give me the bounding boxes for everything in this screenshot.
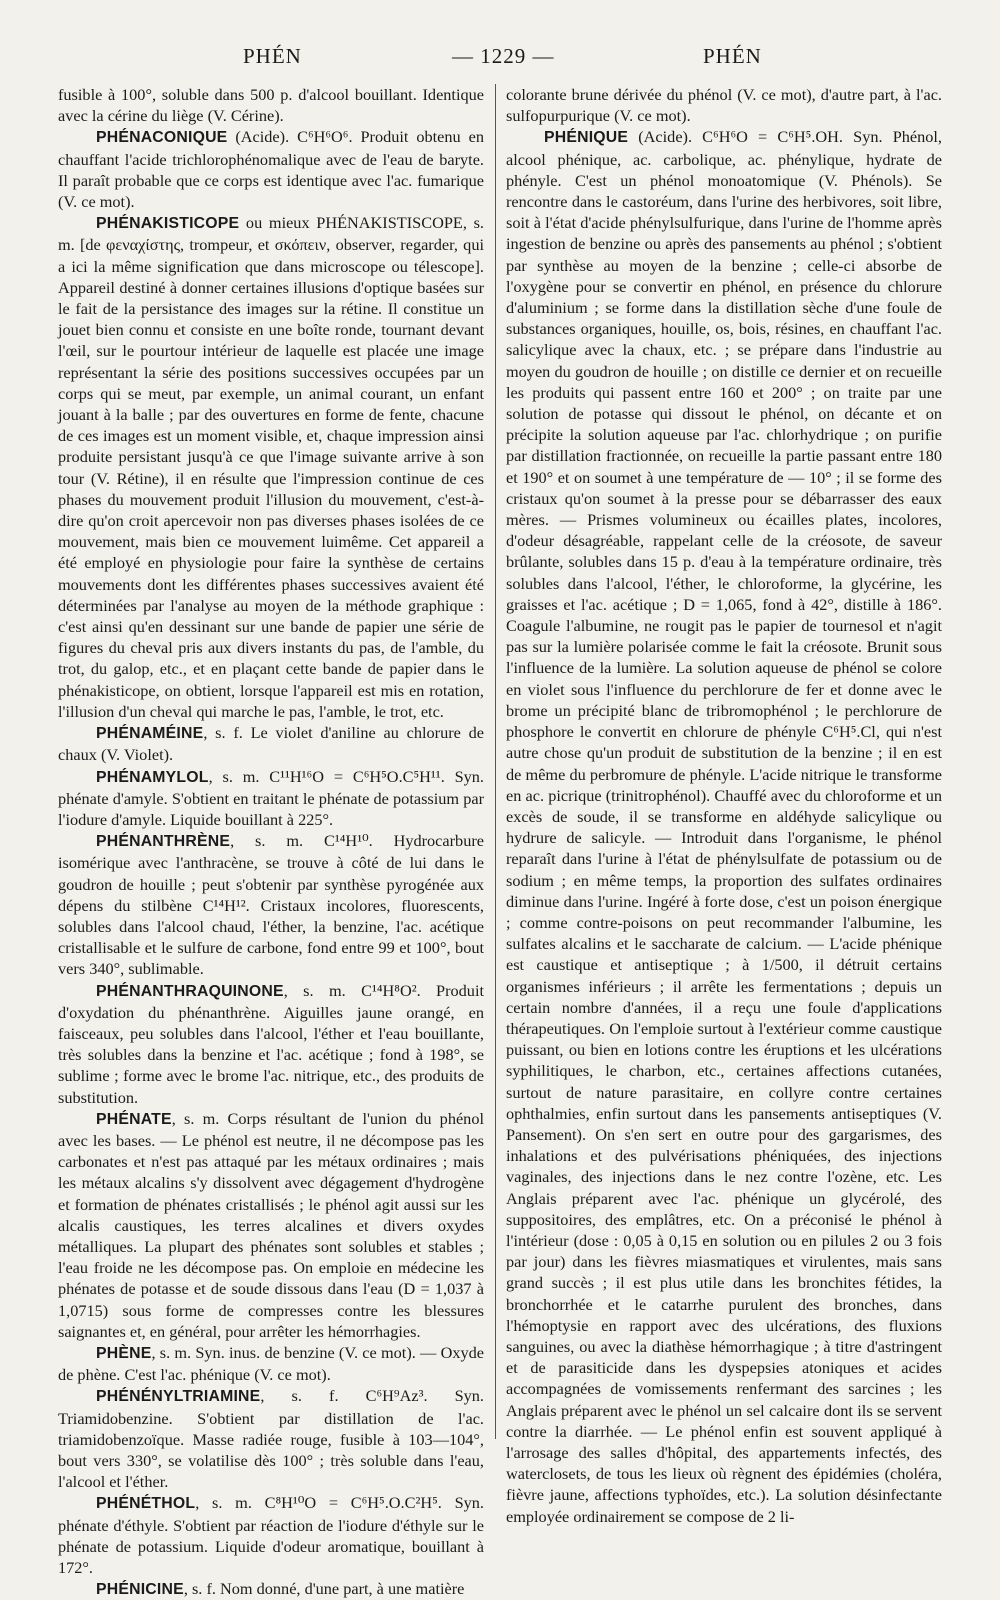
dictionary-entry — [58, 1385, 484, 1492]
dictionary-entry — [58, 1342, 484, 1385]
entry-text: fusible à 100°, soluble dans 500 p. d'alcool bouillant. Identique avec la cérine du liège (V. Cérine). — [58, 85, 484, 126]
dictionary-entry — [506, 84, 942, 126]
entry-headword: PHÉNAMÉINE — [96, 725, 204, 743]
entry-headword: PHÉNICINE — [96, 1581, 184, 1599]
right-column — [506, 84, 942, 1527]
entry-headword: PHÉNAKISTICOPE — [96, 215, 240, 233]
entry-headword: PHÉNANTHRÈNE — [96, 833, 231, 851]
entry-text: , s. m. Corps résultant de l'union du phénol avec les bases. — Le phénol est neutre, il ne décompose pas les carbonates et n'est pas attaqué par les métaux ordinaires ; mais les métaux alcalins s'y dissolvent avec dégagement d'hydrogène et formation de phénates cristallisés ; le phénol agit aussi sur les alcalis caustiques, les terres alcalines et divers oxydes métalliques. La plupart des phénates sont solubles et stables ; l'eau froide ne les décompose pas. On emploie en médecine les phénates de potasse et de soude dissous dans l'eau (D = 1,037 à 1,0715) sous forme de compresses contre les blessures saignantes et, en général, pour arrêter les hémorrhagies. — [58, 1108, 484, 1341]
entry-text: , s. m. C¹¹H¹⁶O = C⁶H⁵O.C⁵H¹¹. Syn. phénate d'amyle. S'obtient en traitant le phénate de potassium par l'iodure d'amyle. Liquide bouillant à 225°. — [58, 766, 484, 829]
running-head-left: PHÉN — [243, 44, 302, 68]
entry-text: ou mieux PHÉNAKISTISCOPE, s. m. [de φεναχίστης, trompeur, et σκόπειν, observer, regarder, qui a ici la même signification que dans microscope ou télescope]. Appareil destiné à donner certaines illusions d'optique basées sur le fait de la persistance des images sur la rétine. Il constitue un jouet bien connu et consiste en une boîte ronde, tournant devant l'œil, sur le pourtour intérieur de laquelle est placée une image représentant la série des positions successives occupées par un corps qui se meut, par exemple, un animal courant, un enfant jouant à la balle ; par des ouvertures en forme de fente, chacune de ces images est un moment visible, et, chaque impression ainsi produite persistant jusqu'à ce que l'image suivante arrive à son tour (V. Rétine), il en résulte que l'impression continue de ces phases du mouvement produit l'illusion du mouvement, c'est-à-dire qu'on croit apercevoir non pas diverses phases isolées de ce mouvement, mais bien ce mouvement luimême. Cet appareil a été employé en physiologie pour faire la synthèse de certains mouvements dont les différentes phases successives avaient été déterminées par l'analyse au moyen de la méthode graphique : c'est ainsi qu'en dessinant sur une bande de papier une série de figures du cheval pris aux divers instants du pas, de l'amble, du trot, du galop, etc., et en plaçant cette bande de papier dans le phénakisticope, on obtient, lorsque l'appareil est mis en rotation, l'illusion d'un cheval qui marche le pas, l'amble, le trot, etc. — [58, 213, 484, 721]
page-number: — 1229 — — [452, 44, 555, 68]
entry-headword: PHÉNACONIQUE — [96, 129, 228, 147]
entry-text: , s. f. Le violet d'aniline au chlorure de chaux (V. Violet). — [58, 723, 484, 765]
entry-text: , s. f. C⁶H⁹Az³. Syn. Triamidobenzine. S'obtient par distillation de l'ac. triamidobenzoïque. Masse radiée rouge, fusible à 103—104°, bout vers 330°, se volatilise dès 100° ; très soluble dans l'eau, l'alcool et l'éther. — [58, 1386, 484, 1492]
dictionary-entry — [58, 84, 484, 126]
column-divider — [495, 84, 496, 1439]
entry-headword: PHÉNATE — [96, 1110, 172, 1128]
entry-text: (Acide). C⁶H⁶O = C⁶H⁵.OH. Syn. Phénol, alcool phénique, ac. carbolique, ac. phénylique, hydrate de phényle. C'est un phénol monoatomique (V. Phénols). Se rencontre dans le castoréum, dans l'urine des herbivores, soit libre, soit à l'état d'acide phénylsulfurique, dans l'urine de l'homme après ingestion de benzine ou après des pansements au phénol ; s'obtient par synthèse au moyen de la benzine ; celle-ci absorbe de l'oxygène pour se convertir en phénol, en présence du chlorure d'aluminium ; se forme dans la distillation sèche d'une foule de substances organiques, houille, os, bois, résines, en chauffant l'ac. salicylique avec la chaux, etc. ; se prépare dans l'industrie au moyen du goudron de houille ; on distille ce dernier et on recueille les produits qui passent entre 160 et 200° ; on traite par une solution de potasse qui dissout le phénol, on décante et on précipite la solution aqueuse par l'ac. chlorhydrique ; on purifie par distillation fractionnée, on recueille la partie passant entre 180 et 190° et on soumet à une température de — 10° ; il se forme des cristaux qu'on soumet à la presse pour se débarrasser des eaux mères. — Prismes volumineux ou écailles plates, incolores, d'odeur désagréable, rappelant celle de la créosote, de saveur brûlante, solubles dans 15 p. d'eau à la température ordinaire, très solubles dans l'alcool, l'éther, le chloroforme, la glycérine, les graisses et l'ac. acétique ; D = 1,065, fond à 42°, distille à 186°. Coagule l'albumine, ne rougit pas le papier de tournesol et n'agit pas sur la lumière polarisée comme le fait la créosote. Brunit sous l'influence de la lumière. La solution aqueuse de phénol se colore en violet sous l'influence du perchlorure de fer et donne avec le brome un précipité blanc de tribromophénol ; le perchlorure de phosphore le convertit en chlorure de phényle C⁶H⁵.Cl, qui n'est autre chose qu'un produit de substitution de la benzine ; il en est de même du perbromure de phényle. L'acide nitrique le transforme en ac. picrique (trinitrophénol). Chauffé avec du chloroforme et un excès de soude, il se transforme en aldéhyde salicylique ou hydrure de salicyle. — Introduit dans l'organisme, le phénol reparaît dans l'urine à l'état de phénylsulfate de potassium ou de sodium ; en même temps, la proportion des sulfates ordinaires diminue dans l'urine. Ingéré à forte dose, c'est un poison énergique ; comme contre-poisons on peut recommander l'albumine, les sulfates alcalins et le saccharate de calcium. — L'acide phénique est caustique et antiseptique ; à 1/500, il détruit certains organismes inférieurs ; il arrête les fermentations ; depuis un certain nombre d'années, il a reçu une foule d'applications thérapeutiques. On l'emploie surtout à l'extérieur comme caustique puissant, ou bien en lotions contre les éruptions et les ulcérations syphilitiques, le charbon, etc., certaines affections cutanées, surtout de nature parasitaire, en collyre contre certaines ophthalmies, enfin surtout dans les pansements antiseptiques (V. Pansement). On s'en sert en outre pour des gargarismes, des inhalations et des pulvérisations phéniquées, des injections vaginales, des injections dans le nez contre l'ozène, etc. Les Anglais préparent avec l'ac. phénique un glycérolé, des suppositoires, des emplâtres, etc. On a préconisé le phénol à l'intérieur (dose : 0,05 à 0,15 en solution ou en pilules 2 ou 3 fois par jour) dans les fièvres miasmatiques et virulentes, mais sans grand succès ; il est plus utile dans les bronchites fétides, la bronchorrhée et le catarrhe purulent des bronches, dans l'hémoptysie en rapport avec des ulcérations, des fluxions sanguines, ou avec la diathèse hémorrhagique ; à titre d'astringent et de parasiticide dans les dyspepsies atoniques et acides accompagnées de vomissements renfermant des sarcines ; les Anglais préparent avec le phénol un sel calcaire dont ils se servent contre la diarrhée. — Le phénol enfin est souvent appliqué à l'arrosage des salles d'hôpital, des appartements infectés, des waterclosets, de tous les lieux où règnent des épidémies (choléra, fièvre jaune, affections typhoïdes, etc.). La solution désinfectante employée ordinairement se compose de 2 li- — [506, 127, 942, 1526]
entry-text: , s. m. C¹⁴H¹⁰. Hydrocarbure isomérique avec l'anthracène, se trouve à côté de lui dans le goudron de houille ; peut s'obtenir par synthèse pyrogénée aux dépens du stilbène C¹⁴H¹². Cristaux incolores, fluorescents, solubles dans l'alcool chaud, l'éther, la benzine, l'ac. acétique cristallisable et le sulfure de carbone, fond entre 99 et 100°, bout vers 340°, sublimable. — [58, 831, 484, 979]
entry-text: (Acide). C⁶H⁶O⁶. Produit obtenu en chauffant l'acide trichlorophénomalique avec de l'eau de baryte. Il paraît probable que ce corps est identique avec l'ac. fumarique (V. ce mot). — [58, 127, 484, 212]
entry-headword: PHÉNAMYLOL — [96, 768, 209, 786]
entry-headword: PHÈNE — [96, 1344, 152, 1362]
entry-headword: PHÉNIQUE — [544, 129, 629, 147]
dictionary-entry — [58, 1108, 484, 1342]
entry-headword: PHÉNÉNYLTRIAMINE — [96, 1388, 261, 1406]
dictionary-entry — [58, 830, 484, 979]
entry-headword: PHÉNANTHRAQUINONE — [96, 982, 284, 1000]
entry-headword: PHÉNÉTHOL — [96, 1495, 196, 1513]
entry-text: , s. m. C⁸H¹⁰O = C⁶H⁵.O.C²H⁵. Syn. phénate d'éthyle. S'obtient par réaction de l'iodure d'éthyle sur le phénate de potassium. Liquide d'odeur aromatique, bouillant à 172°. — [58, 1493, 484, 1578]
dictionary-entry — [58, 126, 484, 212]
dictionary-entry — [58, 212, 484, 722]
dictionary-entry — [58, 722, 484, 765]
running-head-right: PHÉN — [703, 44, 762, 68]
entry-text: , s. m. Syn. inus. de benzine (V. ce mot). — Oxyde de phène. C'est l'ac. phénique (V. ce mot). — [58, 1342, 484, 1385]
left-column — [58, 84, 484, 1600]
dictionary-entry — [58, 766, 484, 831]
entry-text: , s. f. Nom donné, d'une part, à une matière — [183, 1579, 465, 1599]
dictionary-entry — [58, 1492, 484, 1578]
dictionary-entry — [58, 980, 484, 1108]
entry-text: , s. m. C¹⁴H⁸O². Produit d'oxydation du phénanthrène. Aiguilles jaune orangé, en faisceaux, peu solubles dans l'alcool, l'éther et l'eau bouillante, très solubles dans la benzine et l'ac. acétique ; fond à 198°, se sublime ; forme avec le brome l'ac. nitrique, etc., des produits de substitution. — [58, 980, 484, 1107]
dictionary-entry — [506, 126, 942, 1526]
dictionary-entry — [58, 1578, 484, 1600]
entry-text: colorante brune dérivée du phénol (V. ce mot), d'autre part, à l'ac. sulfopurpurique (V. ce mot). — [506, 85, 942, 126]
